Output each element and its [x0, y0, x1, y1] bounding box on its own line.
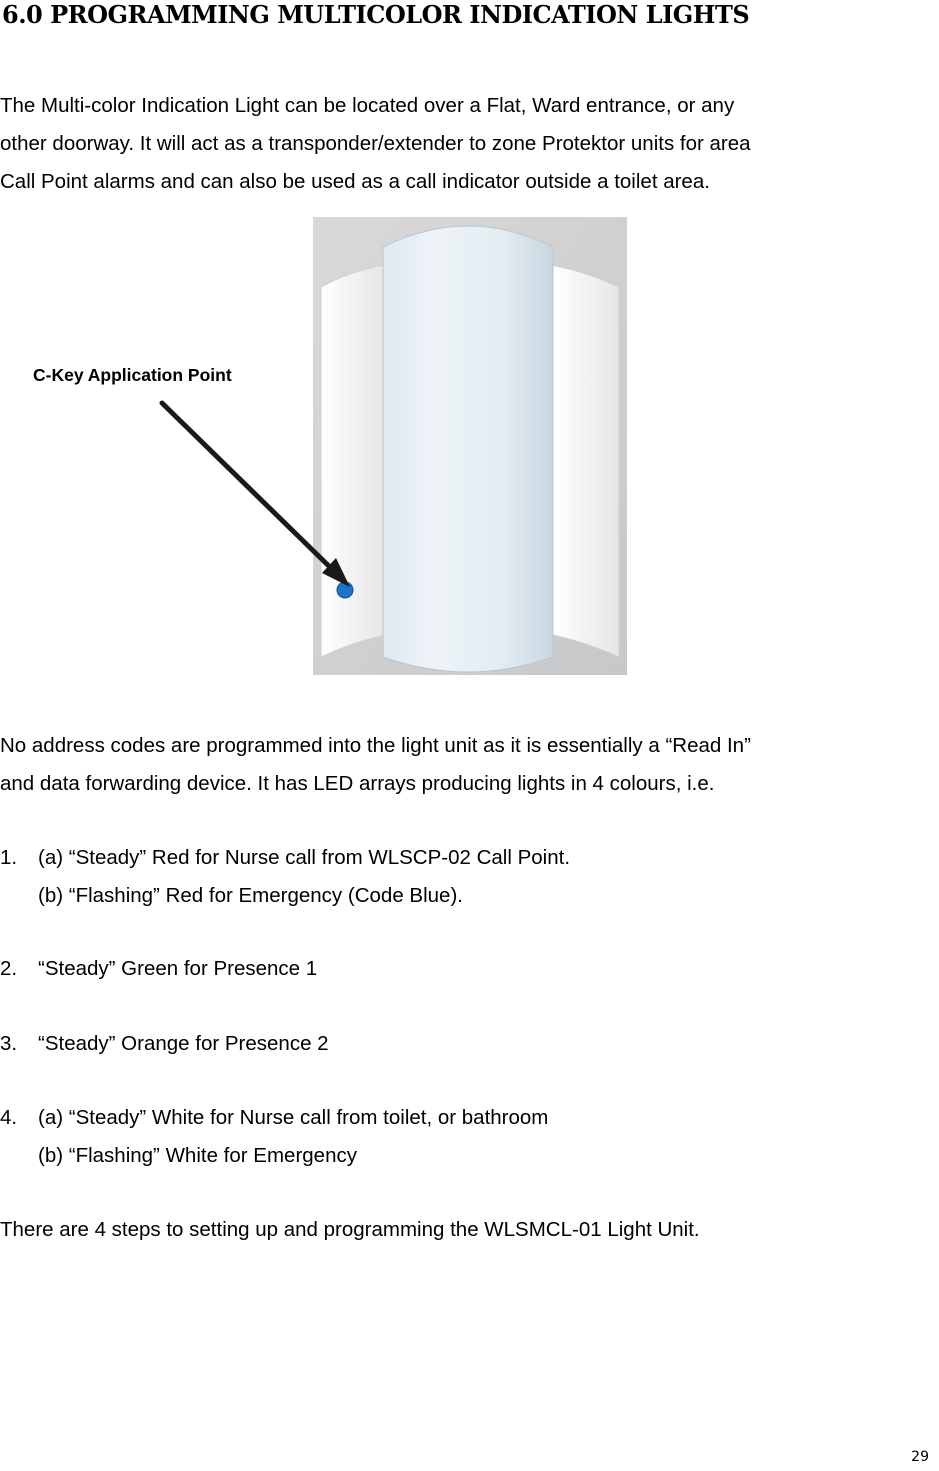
intro-paragraph — [0, 87, 751, 201]
callout-label: C-Key Application Point — [33, 365, 232, 385]
list-text: (a) “Steady” White for Nurse call from toilet, or bathroom (b) “Flashing” White for Emergency — [38, 1106, 549, 1167]
light-diffuser — [383, 226, 553, 672]
list-number: 4. — [0, 1106, 18, 1129]
page-number: 29 — [911, 1449, 929, 1465]
body-line: No address codes are programmed into the light unit as it is essentially a “Read In” — [0, 734, 751, 757]
body-paragraph — [0, 727, 751, 803]
intro-line: Call Point alarms and can also be used as a call indicator outside a toilet area. — [0, 170, 710, 193]
body-line: and data forwarding device. It has LED arrays producing lights in 4 colours, i.e. — [0, 772, 715, 795]
page-title: 6.0 PROGRAMMING MULTICOLOR INDICATION LIGHTS — [2, 0, 750, 29]
list-number: 1. — [0, 846, 18, 869]
intro-line: The Multi-color Indication Light can be located over a Flat, Ward entrance, or any — [0, 94, 735, 117]
list-text: (a) “Steady” Red for Nurse call from WLSCP-02 Call Point. (b) “Flashing” Red for Emergency (Code Blue). — [38, 846, 571, 907]
list-text: “Steady” Green for Presence 1 — [38, 957, 318, 980]
callout-arrow — [150, 395, 370, 615]
list-number: 2. — [0, 957, 18, 980]
right-housing-panel — [551, 265, 619, 657]
intro-line: other doorway. It will act as a transponder/extender to zone Protektor units for area — [0, 132, 751, 155]
closing-paragraph: There are 4 steps to setting up and programming the WLSMCL-01 Light Unit. — [0, 1218, 700, 1241]
list-number: 3. — [0, 1032, 18, 1055]
list-text: “Steady” Orange for Presence 2 — [38, 1032, 329, 1055]
